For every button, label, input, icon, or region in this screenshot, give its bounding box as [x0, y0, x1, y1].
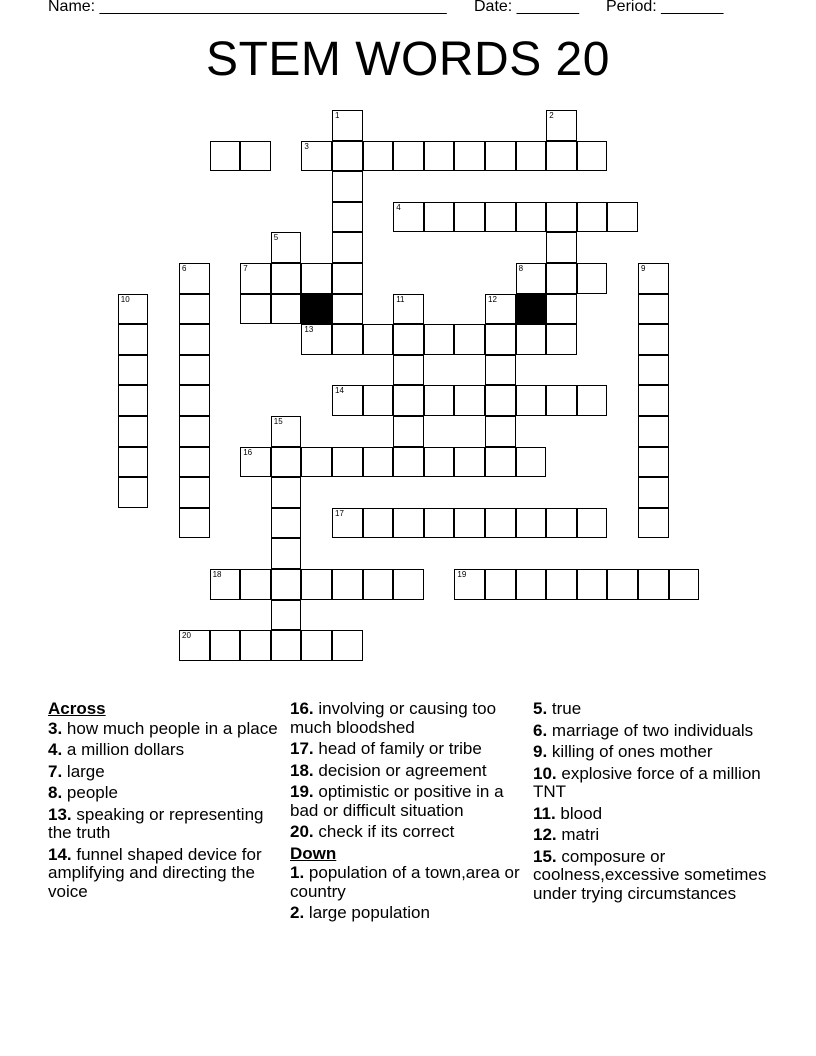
grid-cell[interactable]: [393, 508, 424, 539]
grid-cell[interactable]: [210, 569, 241, 600]
grid-cell[interactable]: [393, 202, 424, 233]
clue-text: true: [547, 699, 582, 718]
grid-cell[interactable]: [393, 324, 424, 355]
grid-cell[interactable]: [301, 630, 332, 661]
grid-cell[interactable]: [332, 569, 363, 600]
grid-cell[interactable]: [240, 447, 271, 478]
black-cell: [516, 294, 547, 325]
grid-cell[interactable]: [271, 508, 302, 539]
clue-text: how much people in a place: [62, 718, 278, 738]
clue-number: 17: [335, 508, 344, 518]
clue-number: 19: [457, 570, 467, 579]
grid-cell[interactable]: [485, 355, 516, 386]
clue-item: [48, 720, 288, 739]
grid-cell[interactable]: [577, 385, 608, 416]
clue-text: involving or causing too much bloodshed: [290, 699, 497, 737]
grid-cell[interactable]: [179, 416, 210, 447]
grid-cell[interactable]: [332, 294, 363, 325]
grid-cell[interactable]: [546, 569, 577, 600]
grid-cell[interactable]: [332, 263, 363, 294]
grid-cell[interactable]: [240, 141, 271, 172]
grid-cell[interactable]: [210, 630, 241, 661]
grid-cell[interactable]: [179, 355, 210, 386]
grid-cell[interactable]: [332, 447, 363, 478]
grid-cell[interactable]: [454, 385, 485, 416]
clues-column-1: [48, 700, 288, 904]
grid-cell[interactable]: [240, 294, 271, 325]
grid-cell[interactable]: [516, 202, 547, 233]
clue-text: head of family or tribe: [313, 739, 482, 758]
grid-cell[interactable]: [516, 324, 547, 355]
grid-cell[interactable]: [271, 600, 302, 631]
grid-cell[interactable]: [271, 538, 302, 569]
clue-text: speaking or representing the truth: [48, 804, 264, 842]
clue-text: matri: [556, 825, 600, 844]
grid-cell[interactable]: [393, 385, 424, 416]
grid-cell[interactable]: [638, 385, 669, 416]
grid-cell[interactable]: [332, 630, 363, 661]
grid-cell[interactable]: [271, 569, 302, 600]
grid-cell[interactable]: [363, 385, 394, 416]
grid-cell[interactable]: [179, 508, 210, 539]
clues-column-2: [290, 700, 530, 926]
grid-cell[interactable]: [638, 324, 669, 355]
clue-number-label: 9.: [533, 742, 548, 761]
across-heading: Across: [48, 699, 106, 718]
grid-cell[interactable]: [424, 385, 455, 416]
grid-cell[interactable]: [271, 263, 302, 294]
clue-item: [290, 700, 530, 737]
clue-text: people: [62, 783, 118, 802]
grid-cell[interactable]: [516, 447, 547, 478]
grid-cell[interactable]: [118, 324, 149, 355]
clue-number-label: 19.: [290, 782, 314, 801]
clue-number-label: 2.: [290, 903, 305, 922]
clue-number-label: 14.: [48, 844, 72, 864]
grid-cell[interactable]: [485, 416, 516, 447]
grid-cell[interactable]: [454, 202, 485, 233]
grid-cell[interactable]: [332, 141, 363, 172]
clue-text: explosive force of a million TNT: [533, 763, 761, 801]
grid-cell[interactable]: [301, 569, 332, 600]
clue-item: [48, 763, 288, 782]
grid-cell[interactable]: [179, 385, 210, 416]
grid-cell[interactable]: [179, 324, 210, 355]
grid-cell[interactable]: [516, 508, 547, 539]
grid-cell[interactable]: [516, 263, 547, 294]
grid-cell[interactable]: [577, 508, 608, 539]
black-cell: [301, 294, 332, 325]
clue-item: [290, 740, 530, 759]
grid-cell[interactable]: [546, 232, 577, 263]
grid-cell[interactable]: [638, 569, 669, 600]
grid-cell[interactable]: [118, 416, 149, 447]
clue-number-label: 16.: [290, 699, 314, 718]
clue-item: [533, 826, 773, 845]
clue-number: 7: [243, 264, 248, 273]
clue-item: [48, 846, 288, 902]
clue-number: 1: [335, 111, 340, 120]
grid-cell[interactable]: [271, 294, 302, 325]
clue-item: [533, 848, 773, 904]
clue-item: [290, 762, 530, 781]
clue-item: [290, 783, 530, 820]
clue-text: large: [62, 761, 105, 781]
grid-cell[interactable]: [363, 569, 394, 600]
clue-number-label: 17.: [290, 739, 314, 758]
period-line: _______: [661, 0, 724, 15]
grid-cell[interactable]: [424, 508, 455, 539]
clue-item: [48, 806, 288, 843]
grid-cell[interactable]: [332, 110, 363, 141]
grid-cell[interactable]: [332, 232, 363, 263]
grid-cell[interactable]: [393, 416, 424, 447]
clue-text: composure or coolness,excessive sometimes under trying circumstances: [533, 846, 767, 903]
clue-number-label: 10.: [533, 763, 557, 783]
clue-number-label: 13.: [48, 804, 72, 824]
grid-cell[interactable]: [638, 508, 669, 539]
grid-cell[interactable]: [577, 202, 608, 233]
clue-number-label: 18.: [290, 760, 314, 780]
clue-number: 3: [304, 141, 309, 151]
grid-cell[interactable]: [301, 324, 332, 355]
clue-number: 8: [518, 264, 524, 273]
clue-number: 9: [641, 264, 646, 273]
clue-text: decision or agreement: [313, 760, 487, 780]
clue-text: killing of ones mother: [547, 742, 713, 761]
grid-cell[interactable]: [454, 141, 485, 172]
grid-cell[interactable]: [546, 202, 577, 233]
grid-cell[interactable]: [301, 263, 332, 294]
grid-cell[interactable]: [179, 447, 210, 478]
grid-cell[interactable]: [332, 202, 363, 233]
grid-cell[interactable]: [363, 141, 394, 172]
grid-cell[interactable]: [301, 447, 332, 478]
clue-number: 15: [273, 417, 283, 426]
down-heading: Down: [290, 843, 337, 863]
clue-item: [533, 722, 773, 741]
grid-cell[interactable]: [485, 447, 516, 478]
clue-number-label: 5.: [533, 699, 548, 718]
grid-cell[interactable]: [393, 294, 424, 325]
grid-cell[interactable]: [546, 508, 577, 539]
grid-cell[interactable]: [332, 385, 363, 416]
clue-item: [533, 743, 773, 762]
grid-cell[interactable]: [210, 141, 241, 172]
grid-cell[interactable]: [393, 355, 424, 386]
grid-cell[interactable]: [363, 324, 394, 355]
clue-text: large population: [304, 903, 430, 922]
grid-cell[interactable]: [516, 569, 547, 600]
clue-number-label: 15.: [533, 846, 557, 866]
clues-column-3: [533, 700, 773, 906]
grid-cell[interactable]: [454, 508, 485, 539]
clue-item: [290, 864, 530, 901]
clue-number: 20: [182, 631, 191, 641]
grid-cell[interactable]: [454, 569, 485, 600]
date-line: _______: [516, 0, 579, 15]
clue-number-label: 6.: [533, 720, 548, 740]
grid-cell[interactable]: [546, 294, 577, 325]
grid-cell[interactable]: [454, 324, 485, 355]
grid-cell[interactable]: [485, 141, 516, 172]
clue-number: 5: [273, 233, 279, 243]
grid-cell[interactable]: [424, 324, 455, 355]
clue-number-label: 11.: [533, 803, 556, 823]
clue-item: [533, 805, 773, 824]
clue-number: 16: [243, 447, 253, 457]
clue-item: [290, 823, 530, 842]
grid-cell[interactable]: [485, 508, 516, 539]
grid-cell[interactable]: [607, 202, 638, 233]
grid-cell[interactable]: [240, 630, 271, 661]
grid-cell[interactable]: [516, 385, 547, 416]
grid-cell[interactable]: [577, 141, 608, 172]
grid-cell[interactable]: [271, 447, 302, 478]
grid-cell[interactable]: [332, 171, 363, 202]
grid-cell[interactable]: [638, 263, 669, 294]
grid-cell[interactable]: [393, 447, 424, 478]
grid-cell[interactable]: [546, 324, 577, 355]
grid-cell[interactable]: [485, 385, 516, 416]
grid-cell[interactable]: [271, 416, 302, 447]
clue-number: 6: [182, 264, 187, 273]
clue-text: blood: [555, 803, 603, 823]
grid-cell[interactable]: [485, 202, 516, 233]
clue-item: [48, 784, 288, 803]
clue-number: 18: [212, 570, 222, 579]
clue-text: funnel shaped device for amplifying and directing the voice: [48, 844, 262, 901]
grid-cell[interactable]: [363, 447, 394, 478]
grid-cell[interactable]: [577, 569, 608, 600]
clue-number: 13: [304, 325, 314, 335]
grid-cell[interactable]: [179, 263, 210, 294]
grid-cell[interactable]: [271, 630, 302, 661]
grid-cell[interactable]: [607, 569, 638, 600]
grid-cell[interactable]: [516, 141, 547, 172]
grid-cell[interactable]: [638, 447, 669, 478]
clue-number: 4: [396, 202, 401, 212]
clue-number: 12: [488, 294, 497, 304]
grid-cell[interactable]: [485, 324, 516, 355]
grid-cell[interactable]: [638, 355, 669, 386]
grid-cell[interactable]: [332, 324, 363, 355]
grid-cell[interactable]: [271, 477, 302, 508]
clue-text: a million dollars: [62, 740, 185, 759]
clue-text: marriage of two individuals: [547, 720, 754, 740]
grid-cell[interactable]: [118, 447, 149, 478]
clue-number-label: 7.: [48, 761, 63, 781]
grid-cell[interactable]: [546, 385, 577, 416]
grid-cell[interactable]: [424, 447, 455, 478]
grid-cell[interactable]: [363, 508, 394, 539]
clue-item: [533, 765, 773, 802]
name-label: Name:: [48, 0, 100, 15]
date-label: Date:: [474, 0, 517, 15]
grid-cell[interactable]: [271, 232, 302, 263]
clue-text: check if its correct: [313, 822, 455, 841]
clue-text: population of a town,area or country: [290, 863, 520, 901]
clue-number-label: 8.: [48, 783, 63, 802]
clue-text: optimistic or positive in a bad or difficult situation: [290, 782, 504, 820]
period-label: Period:: [606, 0, 662, 15]
grid-cell[interactable]: [240, 263, 271, 294]
grid-cell[interactable]: [454, 447, 485, 478]
grid-cell[interactable]: [301, 141, 332, 172]
grid-cell[interactable]: [118, 385, 149, 416]
grid-cell[interactable]: [669, 569, 700, 600]
clue-number: 14: [335, 386, 344, 396]
grid-cell[interactable]: [240, 569, 271, 600]
grid-cell[interactable]: [393, 569, 424, 600]
clue-item: [533, 700, 773, 719]
clue-number: 2: [549, 111, 554, 120]
clue-item: [290, 904, 530, 923]
grid-cell[interactable]: [485, 569, 516, 600]
clue-number-label: 1.: [290, 863, 305, 882]
clue-number-label: 12.: [533, 825, 557, 844]
grid-cell[interactable]: [118, 477, 149, 508]
grid-cell[interactable]: [424, 141, 455, 172]
grid-cell[interactable]: [424, 202, 455, 233]
grid-cell[interactable]: [577, 263, 608, 294]
grid-cell[interactable]: [179, 294, 210, 325]
clue-item: [48, 741, 288, 760]
grid-cell[interactable]: [638, 477, 669, 508]
name-line: _______________________________________: [99, 0, 447, 15]
grid-cell[interactable]: [546, 263, 577, 294]
grid-cell[interactable]: [179, 630, 210, 661]
grid-cell[interactable]: [485, 294, 516, 325]
clue-number: 10: [120, 294, 130, 304]
clue-number: 11: [396, 294, 405, 304]
grid-cell[interactable]: [546, 110, 577, 141]
grid-cell[interactable]: [393, 141, 424, 172]
clue-number-label: 20.: [290, 822, 314, 841]
grid-cell[interactable]: [332, 508, 363, 539]
grid-cell[interactable]: [546, 141, 577, 172]
grid-cell[interactable]: [179, 477, 210, 508]
clue-number-label: 4.: [48, 740, 63, 759]
clue-number-label: 3.: [48, 718, 63, 738]
page-title: STEM WORDS 20: [206, 33, 610, 86]
grid-cell[interactable]: [638, 416, 669, 447]
grid-cell[interactable]: [118, 355, 149, 386]
grid-cell[interactable]: [118, 294, 149, 325]
grid-cell[interactable]: [638, 294, 669, 325]
